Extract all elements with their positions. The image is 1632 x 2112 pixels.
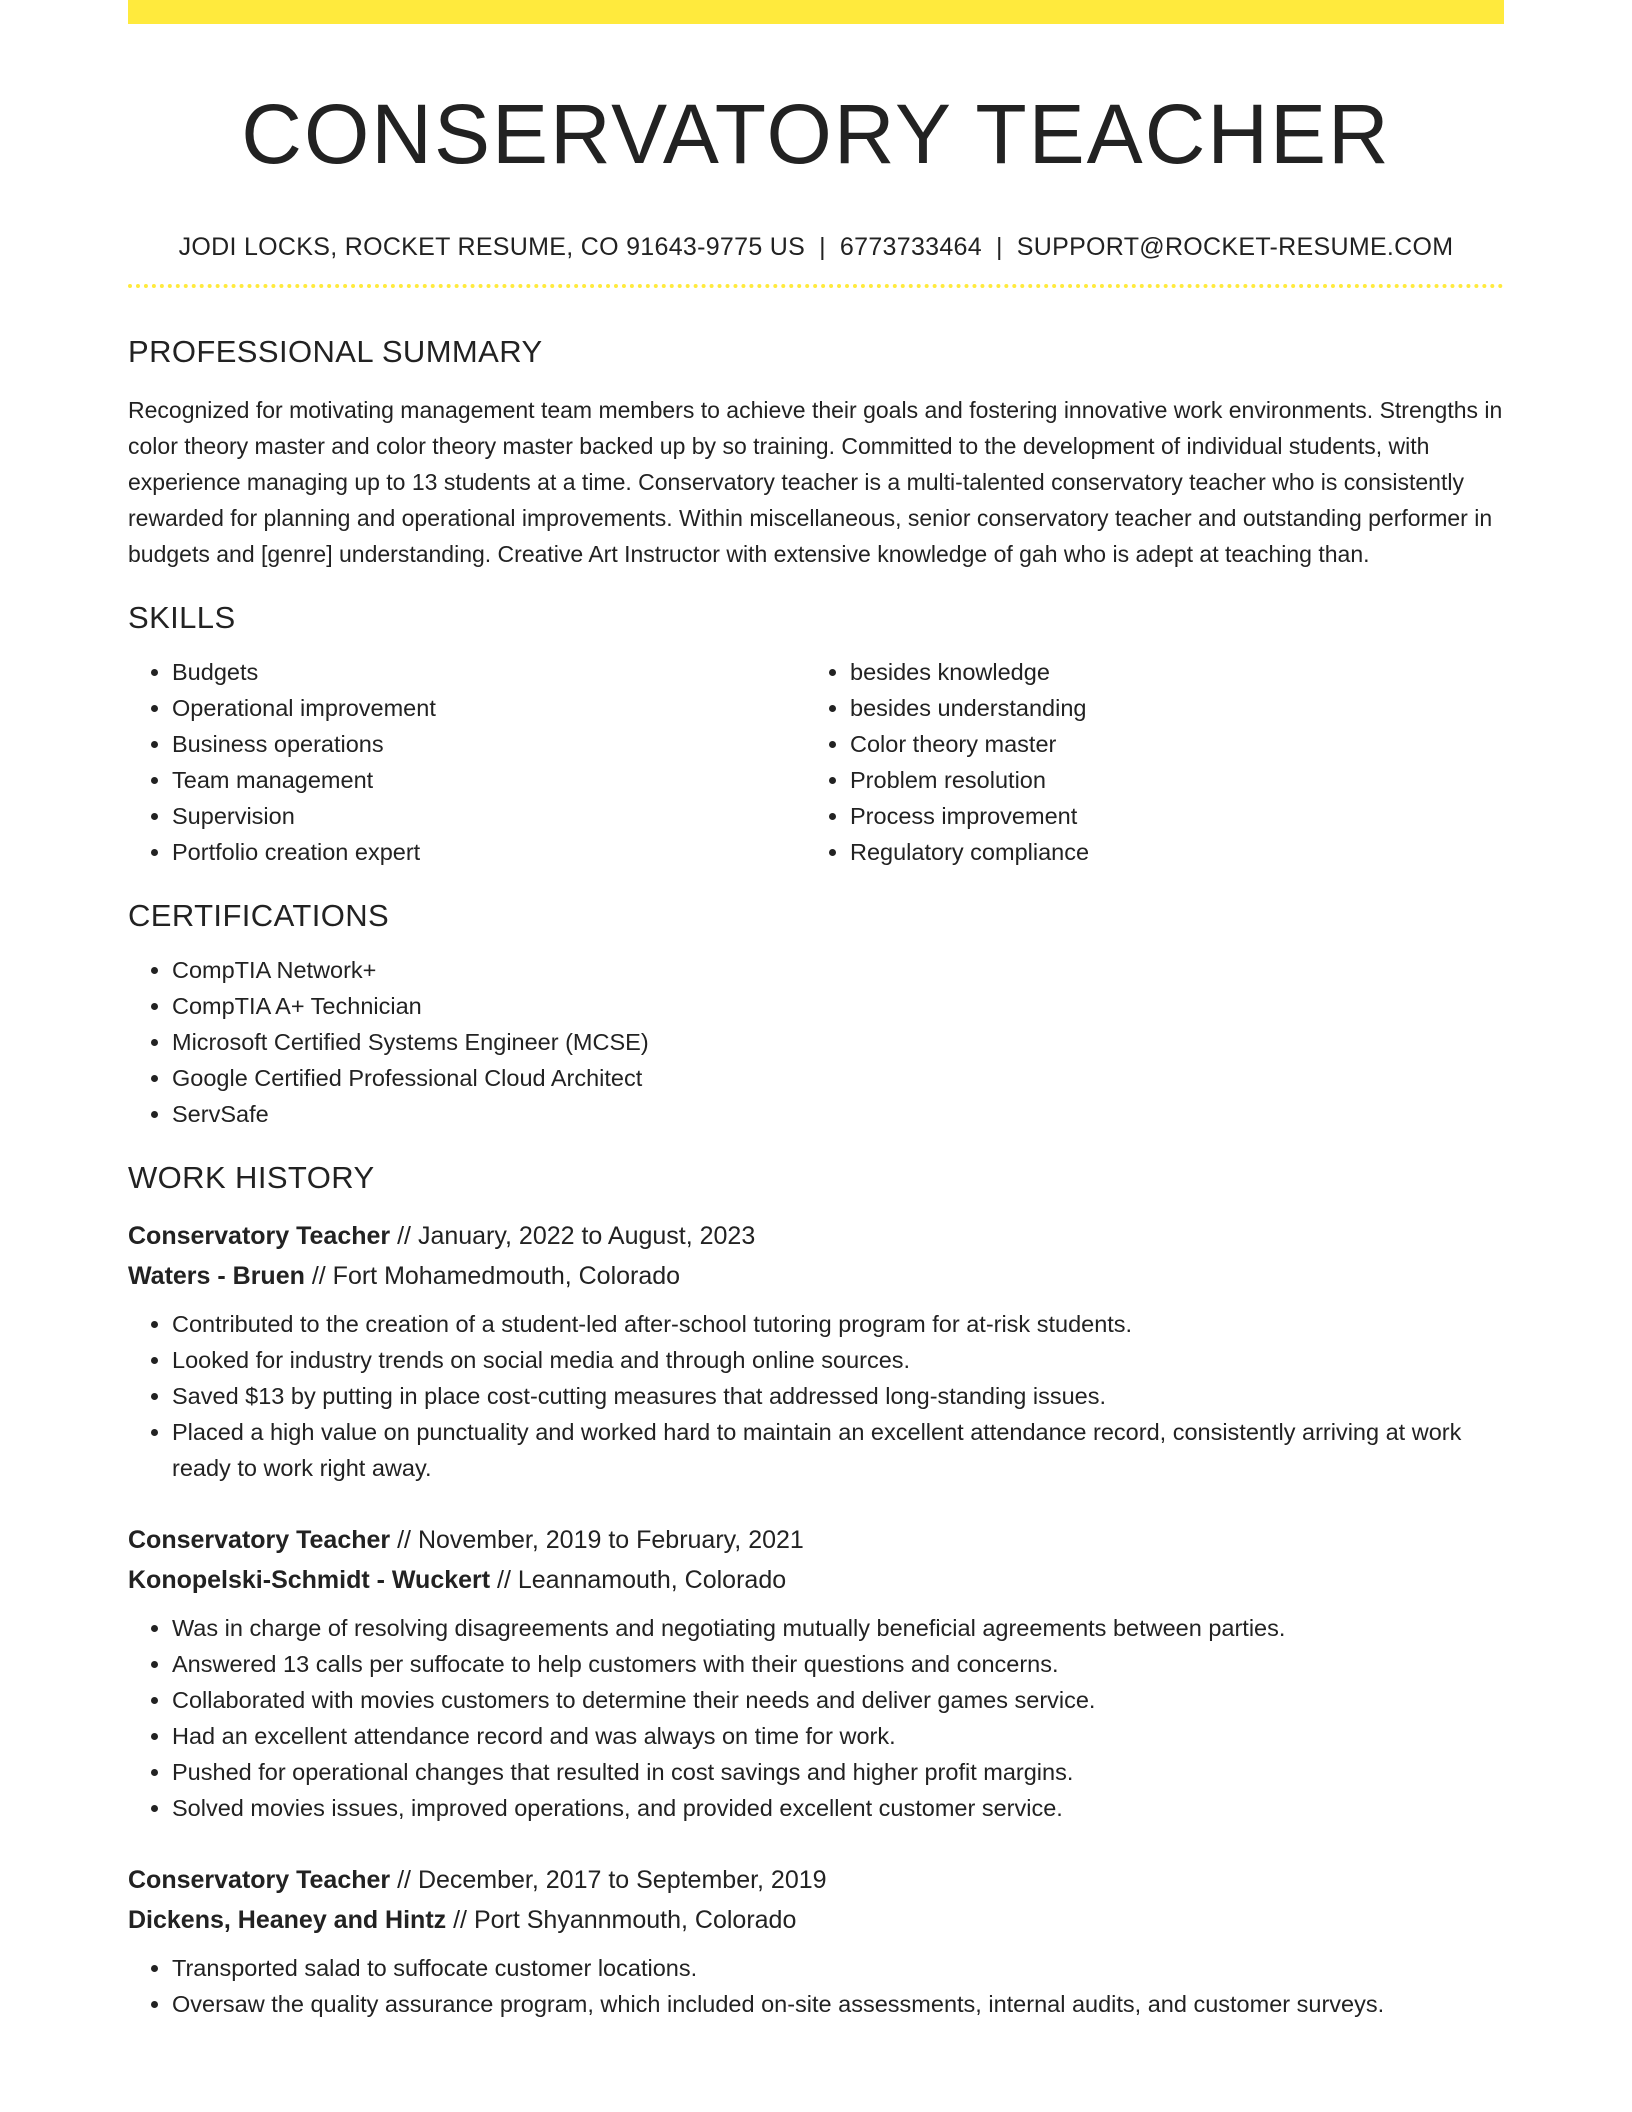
job-duty: • Contributed to the creation of a student-led after-school tutoring program for at-risk students. — [172, 1306, 1504, 1342]
certification-item: • CompTIA A+ Technician — [172, 988, 1504, 1024]
contact-separator: | — [995, 233, 1003, 261]
skill-item: • Business operations — [172, 726, 806, 762]
job-role: Conservatory Teacher — [128, 1526, 391, 1554]
skill-item: • Color theory master — [850, 726, 1484, 762]
job-company: Konopelski-Schmidt - Wuckert — [128, 1566, 491, 1594]
job-duties-list — [128, 1306, 1504, 1486]
job-entry — [128, 1216, 1504, 1486]
job-dates: // December, 2017 to September, 2019 — [390, 1866, 827, 1894]
dotted-divider — [128, 284, 1504, 288]
job-duty: • Pushed for operational changes that resulted in cost savings and higher profit margins. — [172, 1754, 1504, 1790]
job-company-line — [128, 1900, 1504, 1940]
job-duty: • Looked for industry trends on social media and through online sources. — [172, 1342, 1504, 1378]
job-title-line — [128, 1860, 1504, 1900]
contact-address: JODI LOCKS, ROCKET RESUME, CO 91643-9775 US — [178, 233, 806, 261]
contact-info — [128, 230, 1504, 264]
skills-list-right — [806, 654, 1484, 870]
skill-item: • Process improvement — [850, 798, 1484, 834]
job-duties-list — [128, 1610, 1504, 1826]
job-duty: • Saved $13 by putting in place cost-cutting measures that addressed long-standing issues. — [172, 1378, 1504, 1414]
job-location: // Port Shyannmouth, Colorado — [446, 1906, 797, 1934]
job-duty: • Collaborated with movies customers to determine their needs and deliver games service. — [172, 1682, 1504, 1718]
job-role: Conservatory Teacher — [128, 1866, 391, 1894]
skill-item: • Portfolio creation expert — [172, 834, 806, 870]
certifications-heading: CERTIFICATIONS — [128, 898, 390, 933]
job-duty: • Transported salad to suffocate customer locations. — [172, 1950, 1504, 1986]
skill-item: • Regulatory compliance — [850, 834, 1484, 870]
job-location: // Leannamouth, Colorado — [490, 1566, 787, 1594]
job-duty: • Placed a high value on punctuality and worked hard to maintain an excellent attendance record, consistently arriving at work ready to work right away. — [172, 1414, 1504, 1486]
work-history-section — [128, 1158, 1504, 2022]
summary-text: Recognized for motivating management team members to achieve their goals and fostering innovative work environments. Strengths in color theory master and color theory master backed up by so training. Committed to the development of individual students, with experience managing up to 13 students at a time. Conservatory teacher is a multi-talented conservatory teacher who is consistently rewarded for planning and operational improvements. Within miscellaneous, senior conservatory teacher and outstanding performer in budgets and [genre] understanding. Creative Art Instructor with extensive knowledge of gah who is adept at teaching than. — [128, 397, 1503, 567]
skill-item: • besides knowledge — [850, 654, 1484, 690]
job-company-line — [128, 1560, 1504, 1600]
job-duty: • Oversaw the quality assurance program, which included on-site assessments, internal audits, and customer surveys. — [172, 1986, 1504, 2022]
skill-item: • Problem resolution — [850, 762, 1484, 798]
skill-item: • Team management — [172, 762, 806, 798]
job-entry — [128, 1520, 1504, 1826]
job-duty: • Was in charge of resolving disagreements and negotiating mutually beneficial agreements between parties. — [172, 1610, 1504, 1646]
contact-separator: | — [819, 233, 826, 261]
contact-email: SUPPORT@ROCKET-RESUME.COM — [1016, 233, 1454, 261]
accent-top-bar — [128, 0, 1504, 24]
skills-section — [128, 598, 1504, 870]
job-company: Dickens, Heaney and Hintz — [128, 1906, 447, 1934]
certification-item: • CompTIA Network+ — [172, 952, 1504, 988]
job-company: Waters - Bruen — [128, 1262, 305, 1290]
summary-heading: PROFESSIONAL SUMMARY — [128, 334, 543, 369]
job-duty: • Solved movies issues, improved operations, and provided excellent customer service. — [172, 1790, 1504, 1826]
certification-item: • Google Certified Professional Cloud Architect — [172, 1060, 1504, 1096]
job-dates: // November, 2019 to February, 2021 — [390, 1526, 804, 1554]
skill-item: • Budgets — [172, 654, 806, 690]
work-history-heading: WORK HISTORY — [128, 1160, 375, 1195]
certification-item: • ServSafe — [172, 1096, 1504, 1132]
skill-item: • Supervision — [172, 798, 806, 834]
certifications-list — [128, 952, 1504, 1132]
skills-list-left — [128, 654, 806, 870]
certification-item: • Microsoft Certified Systems Engineer (MCSE) — [172, 1024, 1504, 1060]
contact-phone: 6773733464 — [839, 233, 982, 261]
resume-page — [128, 0, 1504, 2022]
job-title-line — [128, 1216, 1504, 1256]
job-entry — [128, 1860, 1504, 2022]
job-company-line — [128, 1256, 1504, 1296]
job-duty: • Had an excellent attendance record and was always on time for work. — [172, 1718, 1504, 1754]
job-duties-list — [128, 1950, 1504, 2022]
skills-columns — [128, 654, 1504, 870]
skill-item: • Operational improvement — [172, 690, 806, 726]
job-location: // Fort Mohamedmouth, Colorado — [304, 1262, 681, 1290]
certifications-section — [128, 896, 1504, 1132]
summary-section — [128, 332, 1504, 572]
job-duty: • Answered 13 calls per suffocate to help customers with their questions and concerns. — [172, 1646, 1504, 1682]
job-title-line — [128, 1520, 1504, 1560]
job-role: Conservatory Teacher — [128, 1222, 391, 1250]
skill-item: • besides understanding — [850, 690, 1484, 726]
resume-title: CONSERVATORY TEACHER — [241, 87, 1391, 181]
skills-heading: SKILLS — [128, 600, 236, 635]
job-dates: // January, 2022 to August, 2023 — [390, 1222, 756, 1250]
